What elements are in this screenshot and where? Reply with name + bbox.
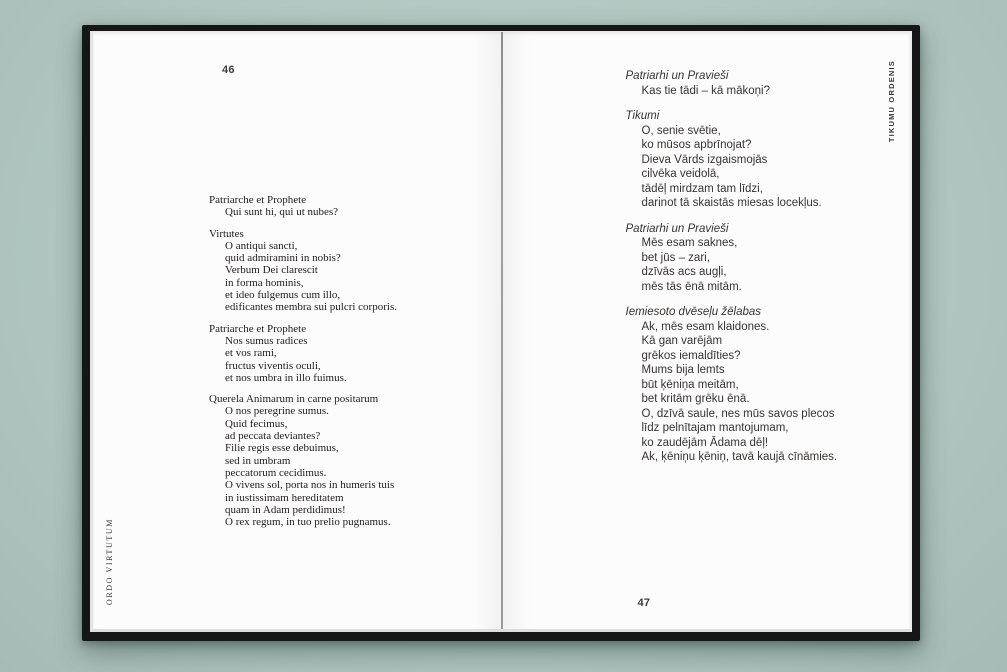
verse-line: mēs tās ēnā mitām. (641, 280, 742, 293)
stanza (209, 323, 397, 384)
stanza (626, 69, 838, 98)
stanza-speaker: Patriarche et Prophete (209, 194, 307, 206)
stanza (626, 222, 838, 295)
verse-line: cilvēka veidolā, (641, 168, 720, 180)
verse-line: grēkos iemaldīties? (641, 349, 741, 362)
stanza-speaker: Iemiesoto dvēseļu žēlabas (625, 306, 762, 318)
running-title-right: TIKUMU ORDENIS (886, 60, 896, 143)
stanza-speaker: Querela Animarum in carne positarum (209, 393, 379, 406)
verse-line: O antiqui sancti, (225, 239, 298, 252)
stanza-speaker: Patriarhi un Pravieši (625, 222, 729, 235)
verse-line: peccatorum cecidimus. (225, 466, 327, 479)
verse-line: Ak, ķēniņu ķēniņ, tavā kaujā cīnāmies. (641, 451, 838, 463)
stanza (209, 228, 397, 314)
verse-line: ko mūsos apbrīnojat? (641, 139, 752, 151)
stanza-speaker: Patriarhi un Pravieši (625, 70, 729, 82)
verse-line: ad peccata deviantes? (225, 430, 321, 443)
verse-line: quam in Adam perdidimus! (225, 503, 346, 516)
verse-line: et nos umbra in illo fuimus. (225, 371, 347, 384)
verse-line: O rex regum, in tuo prelio pugnamus. (225, 516, 391, 529)
stanza-speaker: Tikumi (625, 110, 660, 122)
verse-line: O, senie svētie, (641, 124, 721, 137)
verse-line: edificantes membra sui pulcri corporis. (225, 301, 397, 314)
poem-latvian-text (626, 69, 838, 476)
verse-line: Kā gan varējām (641, 335, 723, 347)
verse-line: fructus viventis oculi, (225, 359, 321, 372)
verse-line: tādēļ mirdzam tam līdzi, (641, 182, 763, 195)
verse-line: quid admiramini in nobis? (225, 252, 341, 265)
verse-line: būt ķēniņa meitām, (641, 378, 739, 391)
verse-line: Mums bija lemts (641, 364, 725, 376)
verse-line: Quid fecimus, (225, 417, 288, 430)
verse-line: O, dzīvā saule, nes mūs savos plecos (641, 407, 835, 420)
verse-line: O vivens sol, porta nos in humeris tuis (225, 479, 395, 492)
verse-line: Ak, mēs esam klaidones. (641, 320, 770, 333)
stanza-speaker: Patriarche et Prophete (209, 322, 307, 335)
left-page (93, 32, 502, 629)
right-page (502, 32, 911, 629)
verse-line: Kas tie tādi – kā mākoņi? (641, 84, 770, 97)
verse-line: bet jūs – zari, (641, 251, 710, 264)
stanza (626, 305, 838, 465)
verse-line: Nos sumus radices (225, 334, 308, 347)
verse-line: O nos peregrine sumus. (225, 405, 329, 418)
running-title-left: ORDO VIRTUTUM (105, 517, 114, 605)
verse-line: in forma hominis, (225, 276, 304, 289)
verse-line: Verbum Dei clarescit (225, 264, 318, 277)
verse-line: Dieva Vārds izgaismojās (641, 153, 768, 166)
verse-line: sed in umbram (225, 454, 291, 467)
verse-line: darinot tā skaistās miesas locekļus. (641, 197, 822, 209)
verse-line: in iustissimam hereditatem (225, 491, 344, 504)
poem-latin-text (209, 194, 397, 537)
verse-line: Qui sunt hi, qui ut nubes? (225, 206, 339, 219)
open-book (82, 25, 920, 641)
verse-line: ko zaudējām Ādama dēļ! (641, 436, 769, 449)
page-number-left: 46 (222, 64, 235, 76)
stanza-speaker: Virtutes (209, 227, 244, 240)
book-pages (90, 31, 912, 632)
verse-line: dzīvās acs augļi, (641, 266, 727, 278)
verse-line: et vos rami, (225, 347, 277, 360)
stanza (209, 393, 397, 528)
verse-line: līdz pelnītajam mantojumam, (641, 422, 789, 434)
verse-line: bet kritām grēku ēnā. (641, 393, 750, 405)
page-number-right: 47 (637, 597, 651, 609)
verse-line: Mēs esam saknes, (641, 237, 738, 249)
verse-line: Filie regis esse debuimus, (225, 442, 339, 455)
stanza (209, 194, 397, 219)
stanza (626, 109, 838, 211)
verse-line: et ideo fulgemus cum illo, (225, 289, 341, 302)
